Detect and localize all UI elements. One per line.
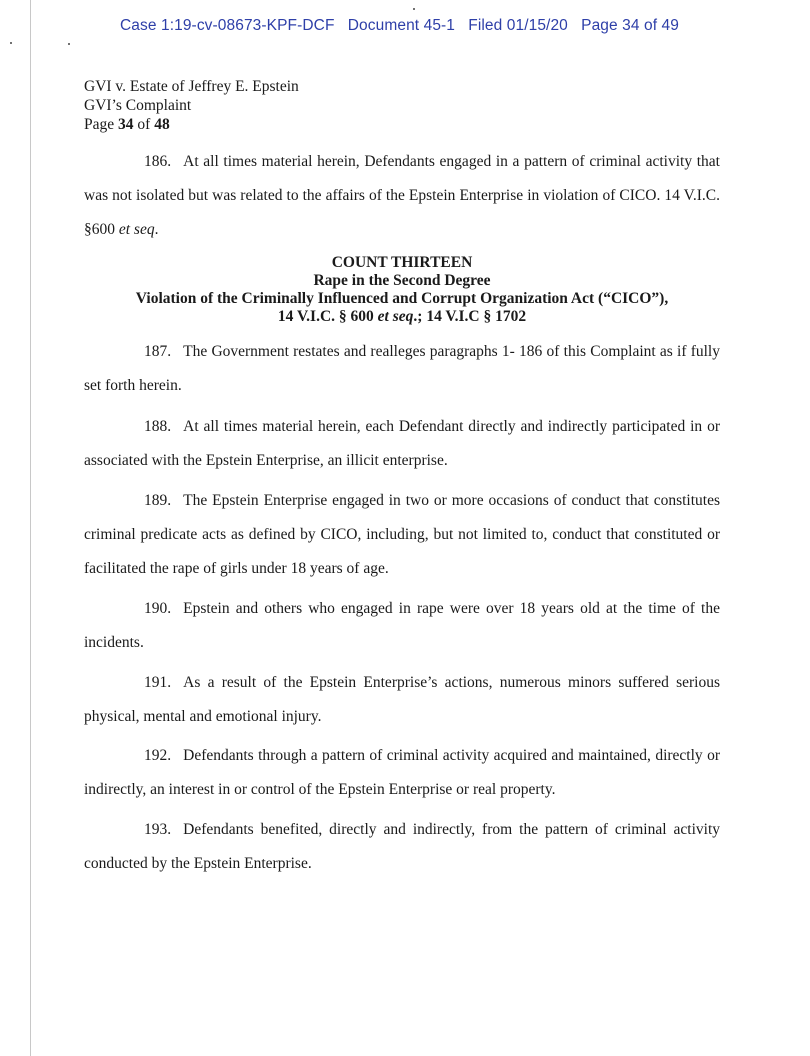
paragraph-190 [84, 592, 720, 660]
paragraph-text: At all times material herein, each Defendant directly and indirectly participated in or associated with the Epstein Enterprise, an illicit enterprise. [84, 418, 720, 469]
paragraph-number: 189. [144, 492, 172, 509]
paragraph-italic: et seq [118, 221, 155, 238]
paragraph-number: 191. [144, 674, 172, 691]
paragraph-number: 190. [144, 600, 172, 617]
document-caption [84, 77, 299, 134]
paragraph-number: 188. [144, 418, 172, 435]
page-total: 48 [154, 116, 170, 133]
paragraph-text: The Government restates and realleges paragraphs 1- 186 of this Complaint as if fully set forth herein. [84, 343, 720, 394]
scan-left-rule [30, 0, 31, 1056]
paragraph-number: 186. [144, 153, 172, 170]
caption-document-title: GVI’s Complaint [84, 97, 192, 114]
count-statute-line: Violation of the Criminally Influenced and Corrupt Organization Act (“CICO”), [135, 290, 669, 307]
paragraph-text: Defendants benefited, directly and indirectly, from the pattern of criminal activity conducted by the Epstein Enterprise. [84, 821, 720, 872]
page-of: of [133, 116, 155, 133]
count-heading [84, 254, 720, 326]
count-citation-line [84, 308, 720, 326]
paragraph-193 [84, 813, 720, 881]
paragraph-191 [84, 666, 720, 734]
paragraph-tail: . [154, 221, 159, 238]
stamp-filed-date: Filed 01/15/20 [468, 17, 568, 34]
paragraph-192 [84, 739, 720, 807]
caption-page-number [84, 115, 299, 134]
caption-case-title: GVI v. Estate of Jeffrey E. Epstein [84, 78, 299, 95]
count-subtitle: Rape in the Second Degree [313, 272, 491, 289]
stamp-document: Document 45-1 [347, 17, 456, 34]
scan-speck [10, 42, 12, 44]
paragraph-187 [84, 335, 720, 403]
paragraph-text: As a result of the Epstein Enterprise’s actions, numerous minors suffered serious physical, mental and emotional injury. [84, 674, 720, 725]
stamp-page: Page 34 of 49 [581, 17, 679, 34]
paragraph-text: Epstein and others who engaged in rape were over 18 years old at the time of the incidents. [84, 600, 720, 651]
paragraph-189 [84, 484, 720, 586]
paragraph-text: At all times material herein, Defendants engaged in a pattern of criminal activity that was not isolated but was related to the affairs of the Epstein Enterprise in violation of CICO. 14 V.I.C. §600 [84, 153, 720, 238]
count-title: COUNT THIRTEEN [331, 254, 473, 271]
page-prefix: Page [84, 116, 119, 133]
citation-part-a: 14 V.I.C. § 600 [277, 308, 378, 325]
paragraph-188 [84, 410, 720, 478]
paragraph-number: 192. [144, 747, 172, 764]
page-current: 34 [118, 116, 134, 133]
citation-italic: et seq [377, 308, 414, 325]
citation-part-b: .; 14 V.I.C § 1702 [413, 308, 527, 325]
court-filing-stamp [120, 17, 760, 35]
paragraph-text: Defendants through a pattern of criminal activity acquired and maintained, directly or indirectly, an interest in or control of the Epstein Enterprise or real property. [84, 747, 720, 798]
scan-speck [413, 8, 415, 10]
stamp-case-number: Case 1:19-cv-08673-KPF-DCF [120, 17, 335, 34]
paragraph-text: The Epstein Enterprise engaged in two or more occasions of conduct that constitutes criminal predicate acts as defined by CICO, including, but not limited to, conduct that constituted or facilitated the rape of girls under 18 years of age. [84, 492, 720, 577]
paragraph-number: 187. [144, 343, 172, 360]
paragraph-186 [84, 145, 720, 247]
scan-speck [68, 43, 70, 45]
paragraph-number: 193. [144, 821, 172, 838]
